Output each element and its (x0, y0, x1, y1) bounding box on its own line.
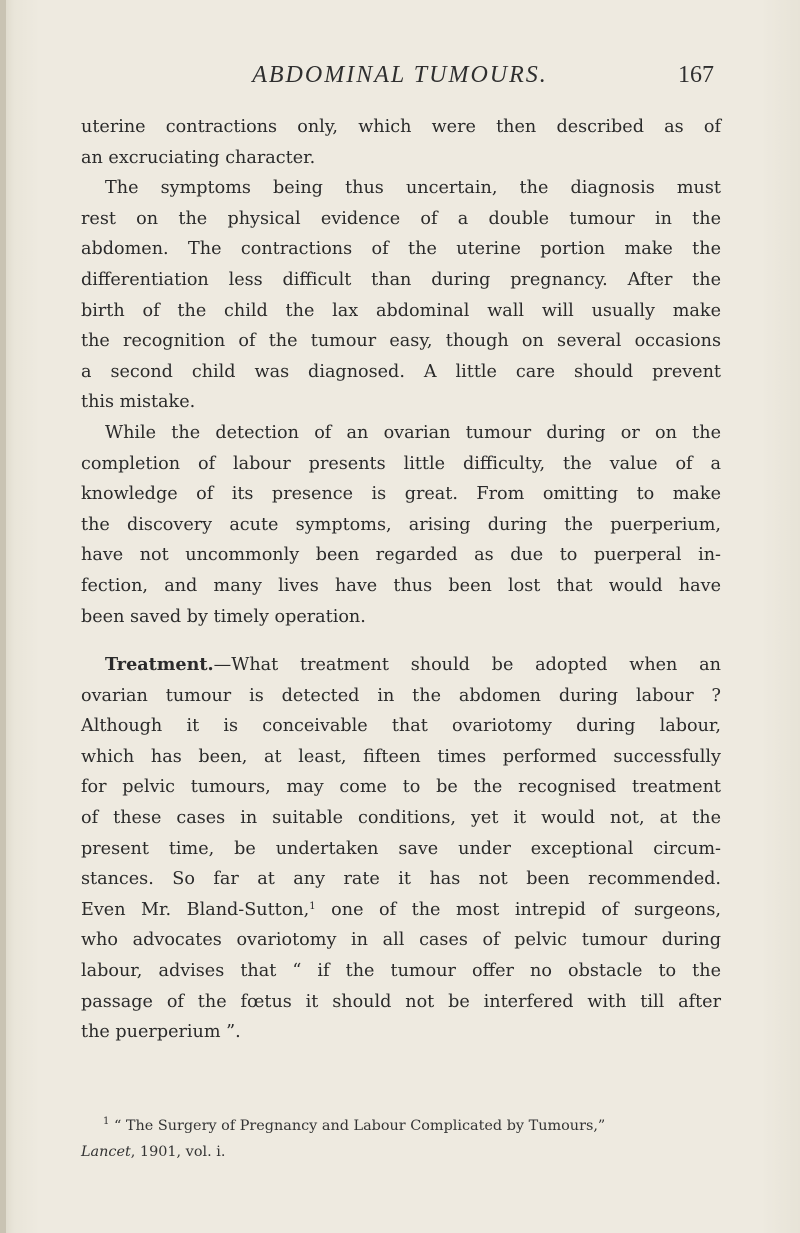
text-line: of these cases in suitable conditions, yet it would not, at the (81, 808, 721, 829)
footnote (81, 1113, 721, 1165)
text-run: —What treatment should be adopted when an (213, 655, 721, 676)
journal-name: Lancet (81, 1144, 131, 1160)
footnote-reference[interactable]: 1 (309, 900, 316, 912)
text-line: the recognition of the tumour easy, though on several occasions (81, 331, 721, 352)
text-line: have not uncommonly been regarded as due to puerperal in- (81, 545, 721, 566)
section-gap (81, 632, 721, 650)
running-head (0, 62, 800, 92)
text-line: for pelvic tumours, may come to be the recognised treatment (81, 777, 721, 798)
text-line: a second child was diagnosed. A little care should prevent (81, 361, 721, 382)
footnote-text: , 1901, vol. i. (130, 1144, 226, 1160)
text-line: the discovery acute symptoms, arising during the puerperium, (81, 514, 721, 535)
footnote-marker: 1 (103, 1116, 110, 1127)
text-line: the puerperium ”. (81, 1022, 241, 1043)
text-line: birth of the child the lax abdominal wall will usually make (81, 300, 721, 321)
text-run: Even Mr. Bland-Sutton, (81, 899, 310, 920)
text-line: stances. So far at any rate it has not been recommended. (81, 869, 721, 890)
text-run: one of the most intrepid of surgeons, (315, 899, 722, 920)
text-line: uterine contractions only, which were then described as of (81, 117, 721, 137)
treatment-first-line (81, 650, 721, 681)
text-line: abdomen. The contractions of the uterine portion make the (81, 239, 721, 260)
running-title: ABDOMINAL TUMOURS. (252, 62, 548, 88)
text-line: knowledge of its presence is great. From omitting to make (81, 484, 721, 505)
text-line: While the detection of an ovarian tumour during or on the (105, 422, 721, 443)
section-heading: Treatment. (105, 654, 214, 676)
text-line: an excruciating character. (81, 147, 316, 168)
text-line: labour, advises that “ if the tumour offer no obstacle to the (81, 961, 721, 982)
footnote-text: “ The Surgery of Pregnancy and Labour Complicated by Tumours,” (109, 1118, 606, 1134)
page-spine-shadow (0, 0, 6, 1233)
text-line: ovarian tumour is detected in the abdomen during labour ? (81, 685, 721, 706)
text-line: completion of labour presents little difficulty, the value of a (81, 453, 721, 474)
page-number: 167 (678, 62, 714, 88)
text-line: The symptoms being thus uncertain, the diagnosis must (105, 178, 721, 199)
text-line: passage of the fœtus it should not be interfered with till after (81, 991, 721, 1012)
text-line: differentiation less difficult than during pregnancy. After the (81, 269, 721, 290)
body-text (81, 112, 721, 1048)
text-line: been saved by timely operation. (81, 606, 366, 627)
text-line: rest on the physical evidence of a double tumour in the (81, 208, 721, 229)
text-line: which has been, at least, fifteen times performed successfully (81, 746, 721, 767)
text-line: who advocates ovariotomy in all cases of pelvic tumour during (81, 930, 721, 951)
text-line: this mistake. (81, 392, 196, 413)
footnote-line (81, 1113, 721, 1139)
footnote-line (81, 1139, 721, 1165)
text-line: fection, and many lives have thus been lost that would have (81, 575, 721, 596)
text-line: present time, be undertaken save under exceptional circum- (81, 838, 721, 859)
bland-sutton-line (81, 895, 721, 926)
text-line: Although it is conceivable that ovariotomy during labour, (81, 716, 721, 737)
